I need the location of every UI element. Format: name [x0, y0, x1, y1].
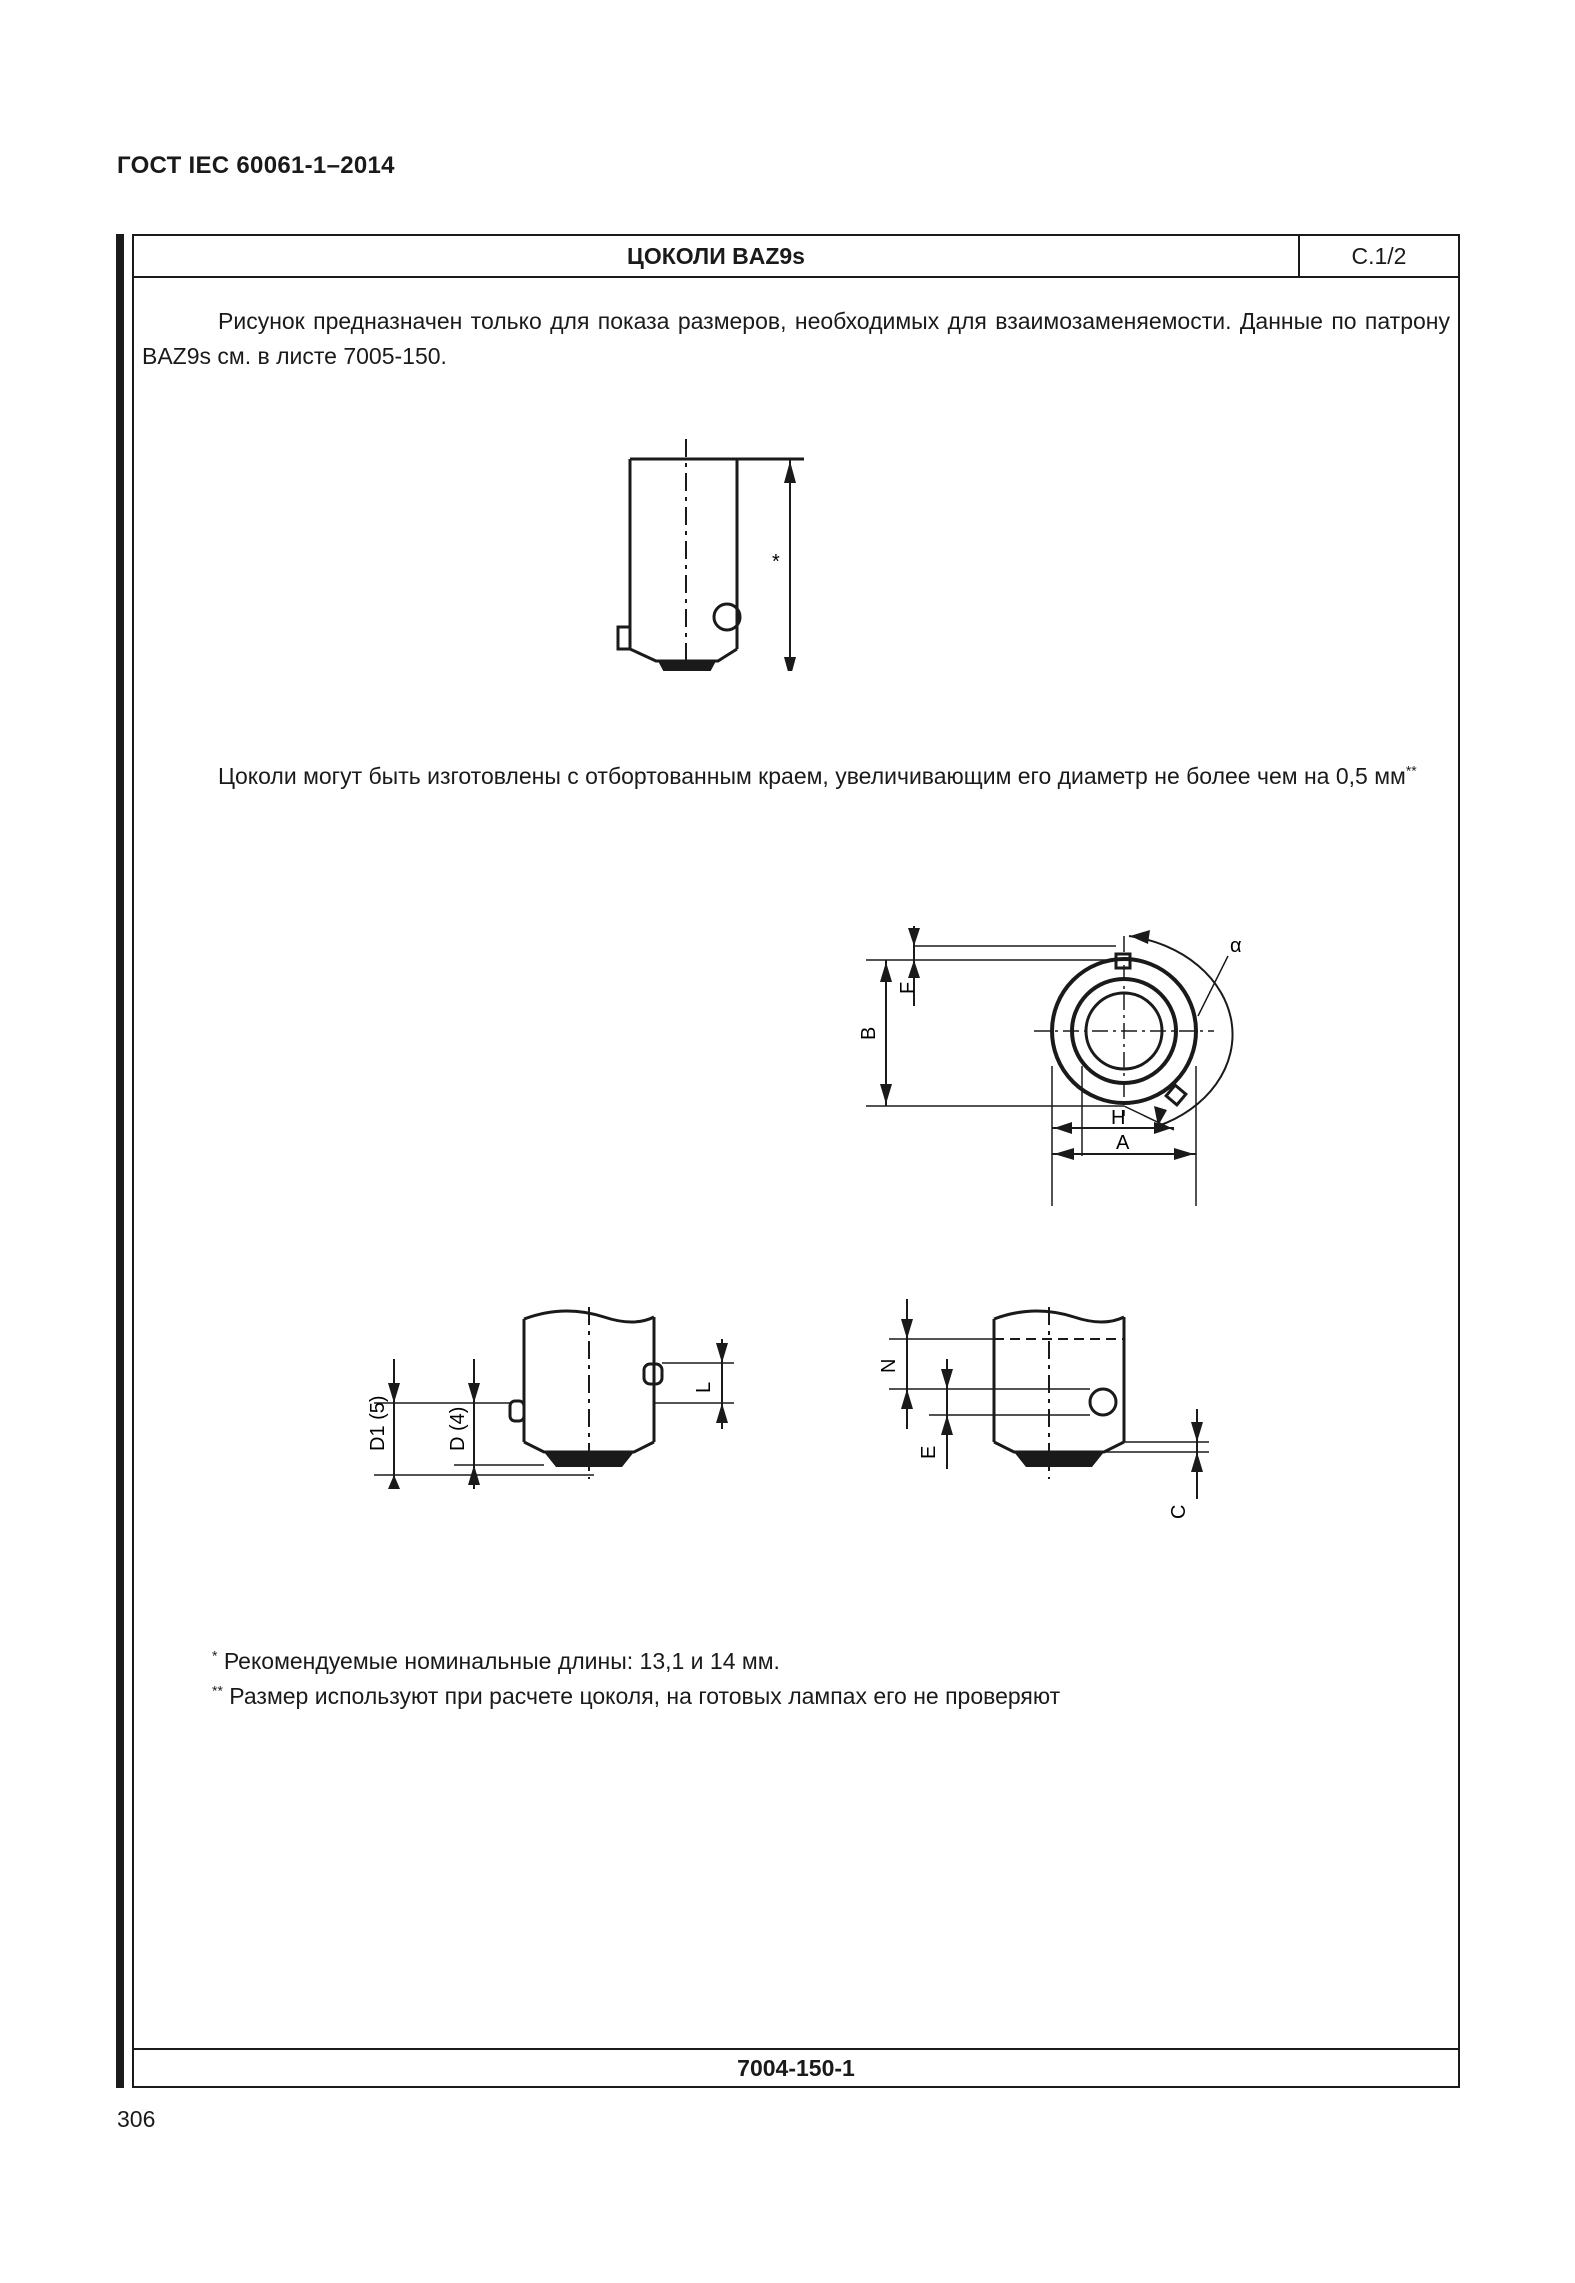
sheet-header [134, 236, 1458, 278]
dim-label-b: B [858, 1026, 880, 1040]
flange-paragraph [142, 759, 1450, 794]
intro-paragraph [142, 304, 1450, 374]
side-view-star-label: * [772, 551, 780, 573]
standard-sheet [132, 234, 1460, 2088]
footnote-2-mark: ** [212, 1682, 223, 1699]
footnote-1-mark: * [212, 1647, 218, 1664]
side-view-n-drawing [859, 1299, 1219, 1539]
dim-label-a: A [1116, 1132, 1130, 1154]
footnote-1 [212, 1644, 1060, 1679]
sheet-footer-code: 7004-150-1 [134, 2048, 1458, 2086]
flange-footnote-mark: ** [1405, 762, 1417, 779]
sheet-title: ЦОКОЛИ BAZ9s [134, 236, 1300, 276]
end-view-drawing [854, 916, 1274, 1216]
dim-label-n: N [878, 1358, 900, 1373]
side-view-drawing [594, 431, 1034, 671]
dim-label-h: H [1111, 1107, 1126, 1129]
document-code: ГОСТ IEC 60061-1–2014 [117, 152, 395, 179]
dim-label-l: L [693, 1381, 715, 1393]
change-bar [116, 234, 124, 2088]
footnote-2-text: Размер используют при расчете цоколя, на готовых лампах его не проверяют [229, 1683, 1061, 1709]
dim-label-e: E [918, 1445, 940, 1459]
dim-label-c: C [1168, 1504, 1190, 1519]
footnote-1-text: Рекомендуемые номинальные длины: 13,1 и 14 мм. [223, 1648, 780, 1674]
dim-label-d1: D1 (5) [367, 1395, 389, 1451]
side-view-d-drawing [354, 1299, 734, 1489]
dim-label-f: F [897, 981, 919, 994]
dim-label-alpha: α [1230, 935, 1242, 957]
footnotes [212, 1644, 1060, 1714]
dim-label-d: D (4) [447, 1406, 469, 1451]
intro-text: Рисунок предназначен только для показа размеров, необходимых для взаимозаменяемости. Данные по патрону BAZ9s см. в листе 7005-150. [142, 308, 1450, 369]
footnote-2 [212, 1679, 1060, 1714]
sheet-number: С.1/2 [1351, 243, 1407, 269]
flange-text: Цоколи могут быть изготовлены с отбортованным краем, увеличивающим его диаметр не более чем на 0,5 мм [218, 763, 1406, 789]
page-number: 306 [117, 2106, 156, 2132]
